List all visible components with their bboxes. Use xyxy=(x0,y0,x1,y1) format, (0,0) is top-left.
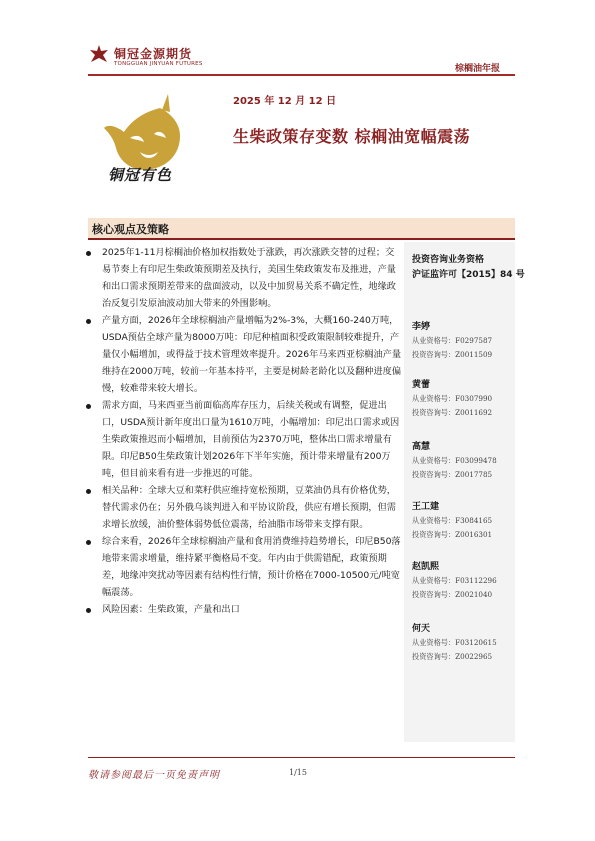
analyst-consult-id: 投资咨询号：Z0021040 xyxy=(412,590,493,599)
analyst-name: 赵凯熙 xyxy=(412,562,440,572)
key-point-text: 综合来看，2026年全球棕榈油产量和食用消费维持趋势增长，印尼B50落地带来需求增量，维持紧平衡格局不变。年内由于供需错配，政策预期差，地缘冲突扰动等因素有结构性行情，预计价格在7000-10500元/吨宽幅震荡。 xyxy=(102,536,401,598)
qualification-title: 投资咨询业务资格 xyxy=(412,255,485,265)
section-header-bar xyxy=(88,218,515,238)
section-title: 核心观点及策略 xyxy=(92,223,169,236)
bullet-icon xyxy=(86,404,91,409)
bullet-icon xyxy=(86,251,91,256)
key-points-list xyxy=(86,244,402,618)
bullet-icon xyxy=(86,608,91,613)
bullet-icon xyxy=(86,489,91,494)
key-point-text: 需求方面，马来西亚当前面临高库存压力，后续关税或有调整，促进出口，USDA预计新年度出口量为1610万吨，小幅增加：印尼出口需求或因生柴政策推迟而小幅增加，目前预估为2370万吨，整体出口需求增量有限。印尼B50生柴政策计划2026年下半年实施，预计带来增量有200万吨，但目前来看有进一步推迟的可能。 xyxy=(102,400,400,479)
company-name-en: TONGGUAN JINYUAN FUTURES xyxy=(114,61,203,67)
license-number: 沪证监许可【2015】84 号 xyxy=(412,270,525,280)
analyst-practice-id: 从业资格号：F03099478 xyxy=(412,456,497,465)
bullet-icon xyxy=(86,540,91,545)
key-point-item xyxy=(86,397,402,482)
analyst-practice-id: 从业资格号：F0297587 xyxy=(412,336,493,345)
key-point-item xyxy=(86,244,402,312)
key-point-item xyxy=(86,601,402,618)
analyst-consult-id: 投资咨询号：Z0011692 xyxy=(412,408,493,417)
analyst-practice-id: 从业资格号：F03120615 xyxy=(412,638,497,647)
cover-signature: 铜冠有色 xyxy=(108,166,173,184)
analyst-name: 王工建 xyxy=(412,502,440,512)
analyst-consult-id: 投资咨询号：Z0017785 xyxy=(412,470,493,479)
analyst-card xyxy=(412,378,492,420)
header-divider xyxy=(88,74,515,76)
analyst-sidebar xyxy=(404,242,525,742)
report-date: 2025 年 12 月 12 日 xyxy=(233,96,337,107)
key-point-item xyxy=(86,533,402,601)
analyst-card xyxy=(412,500,492,542)
key-point-text: 产量方面，2026年全球棕榈油产量增幅为2%-3%，大概160-240万吨，USDA预估全球产量为8000万吨：印尼种植面积受政策限制较难提升，产量仅小幅增加，或得益于技术管理效率提升。2026年马来西亚棕榈油产量维持在2000万吨，较前一年基本持平，主要是树龄老龄化以及翻种进度偏慢，较难带来较大增长。 xyxy=(102,315,402,394)
key-point-text: 风险因素：生柴政策，产量和出口 xyxy=(102,604,240,615)
footer-divider xyxy=(88,757,515,758)
analyst-card xyxy=(412,440,497,482)
analyst-practice-id: 从业资格号：F3084165 xyxy=(412,516,493,525)
analyst-card xyxy=(412,560,497,602)
analyst-name: 黄蕾 xyxy=(412,380,431,390)
company-logo-icon xyxy=(88,44,110,68)
analyst-consult-id: 投资咨询号：Z0022965 xyxy=(412,652,493,661)
analyst-name: 高慧 xyxy=(412,442,431,452)
key-point-item xyxy=(86,482,402,533)
analyst-practice-id: 从业资格号：F0307990 xyxy=(412,394,493,403)
key-point-text: 相关品种：全球大豆和菜籽供应维持宽松预期，豆菜油仍具有价格优势，替代需求仍在；另外俄乌谈判进入和平协议阶段，供应有增长预期，但需求增长放缓，油价整体弱势低位震荡，给油脂市场带来支撑有限。 xyxy=(102,485,396,530)
analyst-name: 李婷 xyxy=(412,322,431,332)
report-type-label: 棕榈油年报 xyxy=(455,64,501,74)
analyst-card xyxy=(412,622,497,664)
analyst-consult-id: 投资咨询号：Z0011509 xyxy=(412,350,493,359)
analyst-practice-id: 从业资格号：F03112296 xyxy=(412,576,497,585)
key-point-item xyxy=(86,312,402,397)
bullet-icon xyxy=(86,319,91,324)
company-name-cn: 铜冠金源期货 xyxy=(114,47,193,61)
disclaimer-note: 敬请参阅最后一页免责声明 xyxy=(88,770,220,781)
key-point-text: 2025年1-11月棕榈油价格加权指数处于涨跌，再次涨跌交替的过程；交易节奏上有印尼生柴政策预期差及执行，美国生柴政策发布及推进，产量和出口需求预期差带来的盘面波动，以及中加贸易关系不确定性，地缘政治反复引发原油波动加大带来的外围影响。 xyxy=(102,247,396,309)
company-logo xyxy=(88,42,220,72)
analyst-card xyxy=(412,320,492,362)
page-number: 1/15 xyxy=(289,768,307,777)
analyst-consult-id: 投资咨询号：Z0016301 xyxy=(412,530,493,539)
analyst-name: 何天 xyxy=(412,624,431,634)
report-title: 生柴政策存变数 棕榈油宽幅震荡 xyxy=(233,127,471,146)
